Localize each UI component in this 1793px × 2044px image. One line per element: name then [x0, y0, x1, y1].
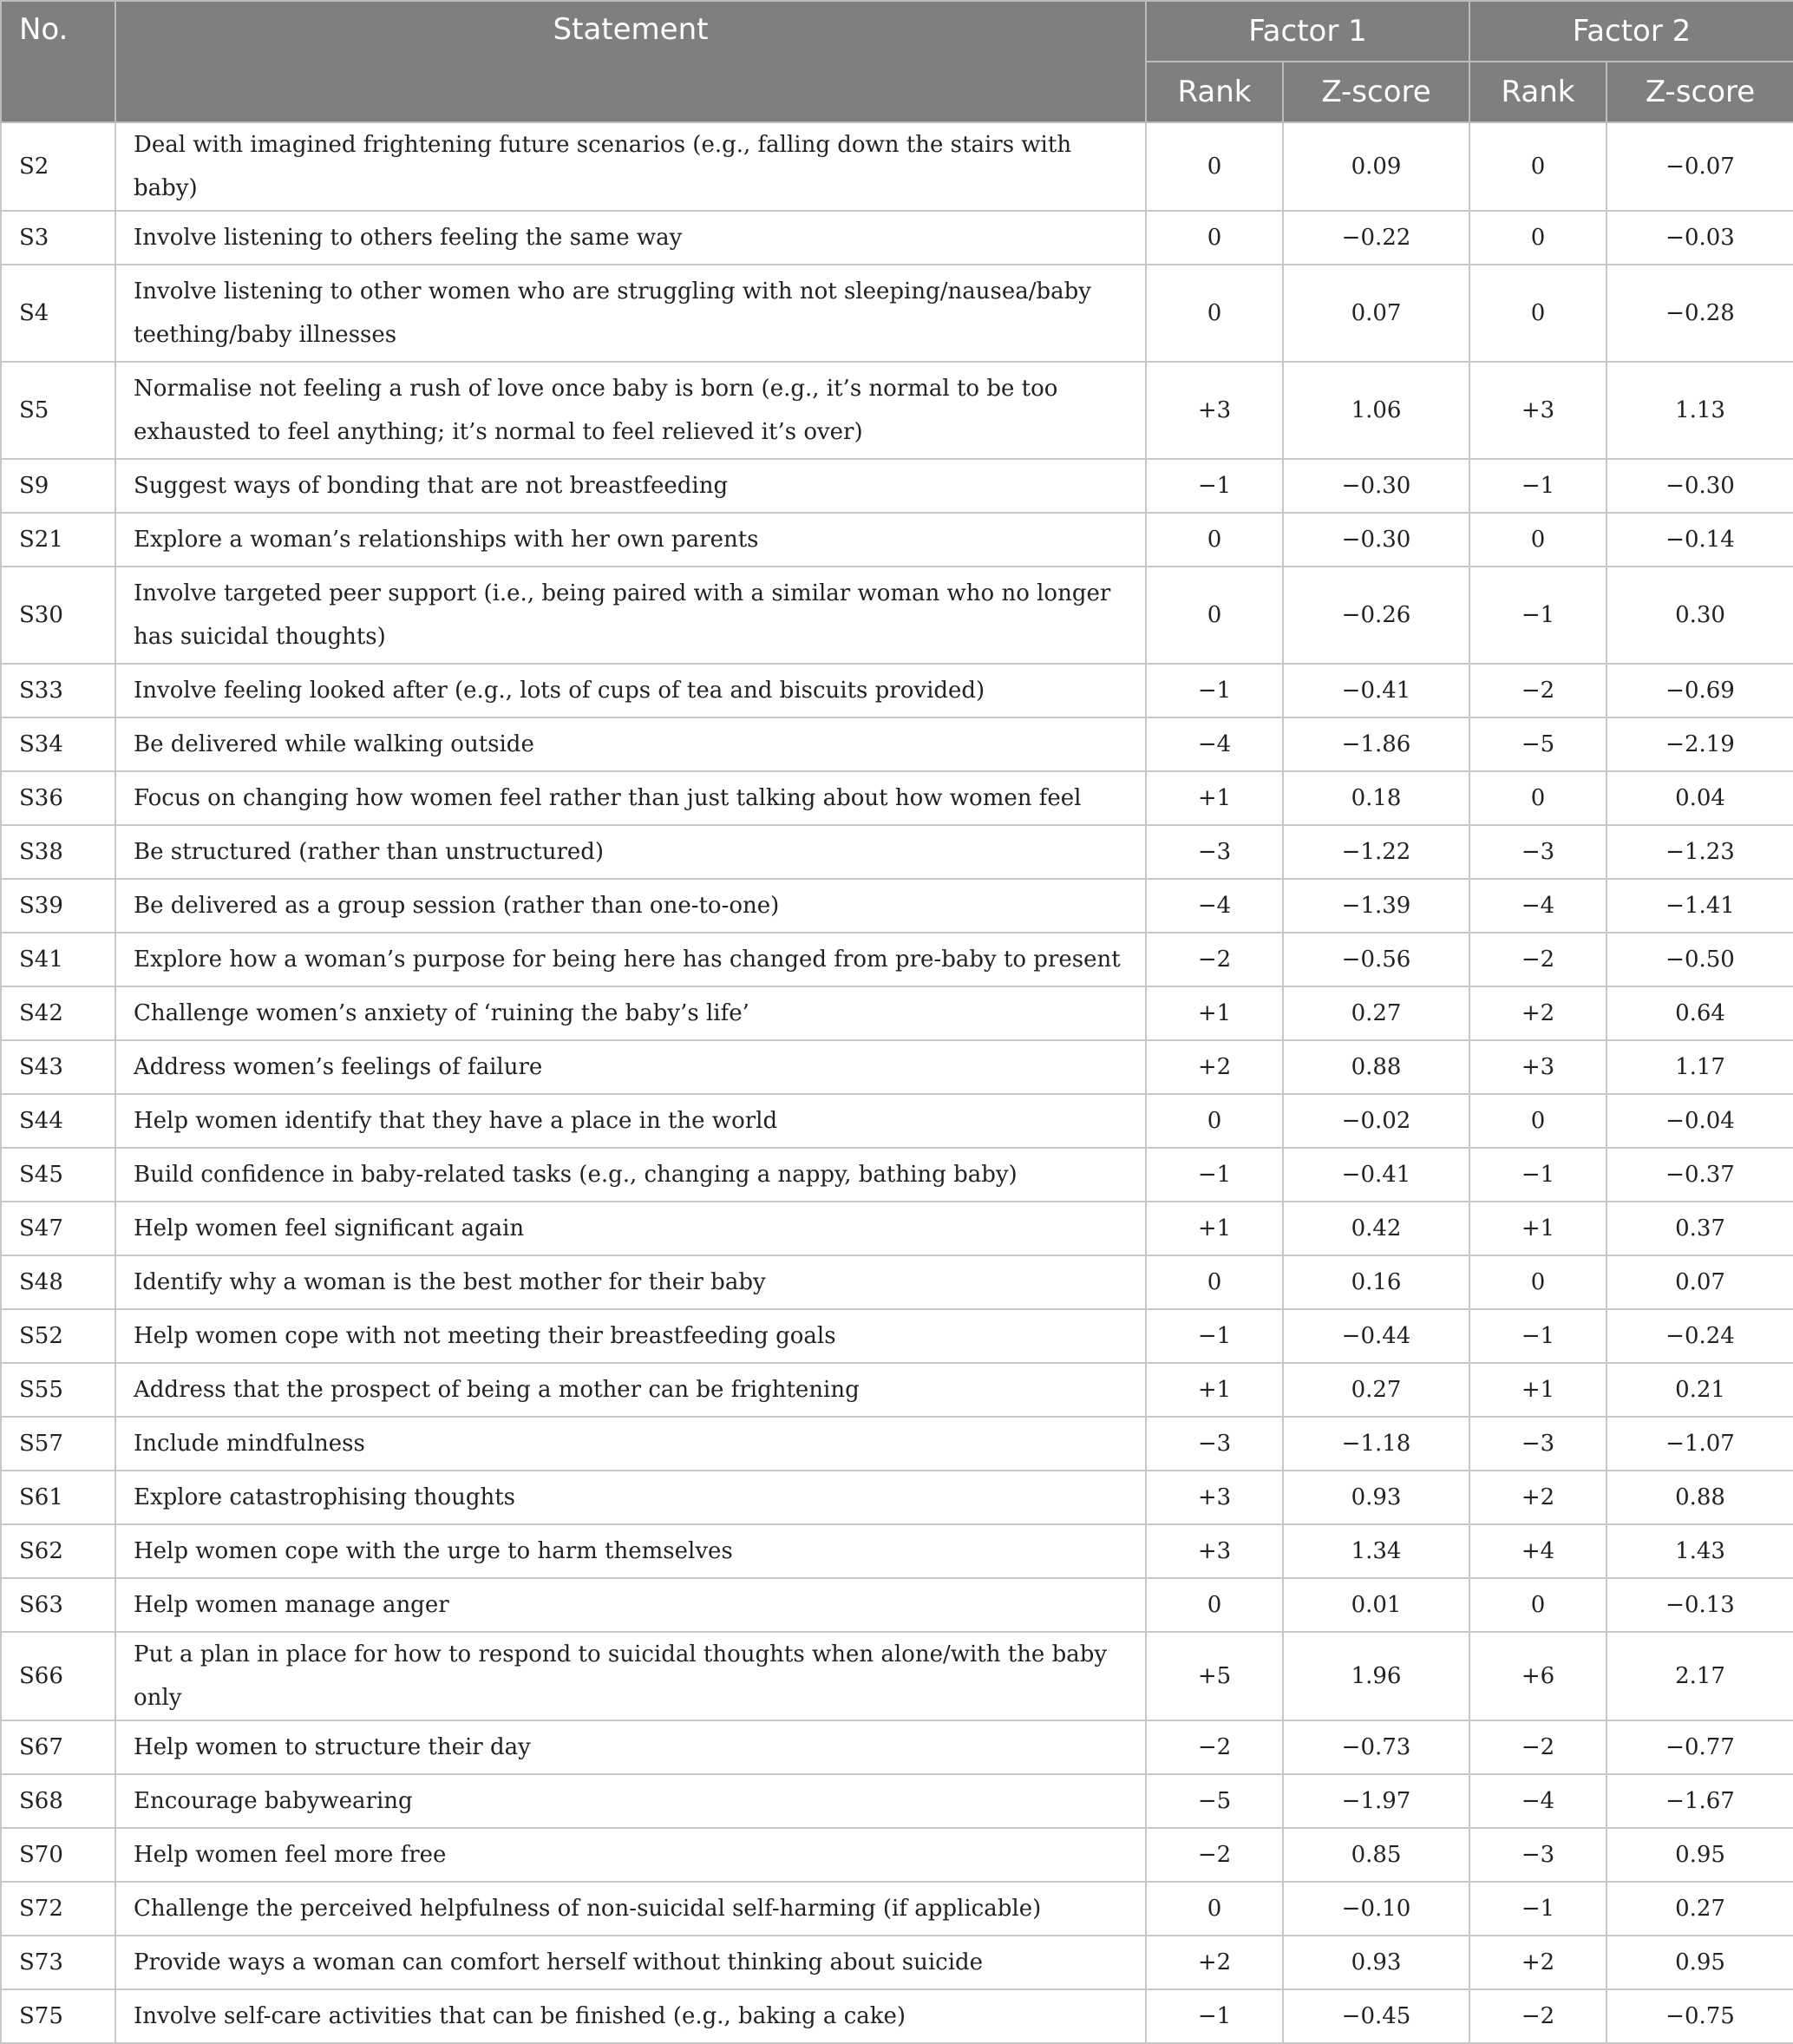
table-header — [1, 1, 1793, 122]
factor-1-zscore: 0.42 — [1283, 1202, 1469, 1255]
factor-1-zscore: −0.10 — [1283, 1882, 1469, 1936]
row-number: S43 — [1, 1040, 115, 1094]
factor-1-rank: +3 — [1146, 1524, 1283, 1578]
factor-1-zscore: 0.01 — [1283, 1578, 1469, 1632]
factor-2-zscore: −1.07 — [1607, 1417, 1793, 1471]
factor-1-rank: −3 — [1146, 1417, 1283, 1471]
row-number: S38 — [1, 825, 115, 879]
factor-2-rank: −1 — [1469, 1148, 1607, 1202]
factor-2-rank: +4 — [1469, 1524, 1607, 1578]
factor-1-zscore: 0.27 — [1283, 1363, 1469, 1417]
row-statement: Include mindfulness — [115, 1417, 1146, 1471]
factor-2-rank: +1 — [1469, 1202, 1607, 1255]
factor-2-rank: +1 — [1469, 1363, 1607, 1417]
factor-1-zscore: −0.44 — [1283, 1309, 1469, 1363]
row-statement: Explore how a woman’s purpose for being here has changed from pre-baby to present — [115, 933, 1146, 986]
factor-1-rank: 0 — [1146, 1578, 1283, 1632]
factor-2-rank: −4 — [1469, 879, 1607, 933]
factor-2-zscore: −0.03 — [1607, 211, 1793, 265]
factor-1-rank: 0 — [1146, 265, 1283, 362]
row-number: S44 — [1, 1094, 115, 1148]
factor-1-rank: −3 — [1146, 825, 1283, 879]
factor-1-zscore: 1.96 — [1283, 1632, 1469, 1720]
row-number: S42 — [1, 986, 115, 1040]
row-statement: Be delivered while walking outside — [115, 717, 1146, 771]
factor-1-zscore: −1.18 — [1283, 1417, 1469, 1471]
row-statement: Help women feel significant again — [115, 1202, 1146, 1255]
factor-2-zscore: −1.23 — [1607, 825, 1793, 879]
factor-1-rank: +5 — [1146, 1632, 1283, 1720]
factor-2-rank: −2 — [1469, 664, 1607, 717]
factor-1-rank: −4 — [1146, 717, 1283, 771]
factor-2-rank: −3 — [1469, 825, 1607, 879]
row-number: S57 — [1, 1417, 115, 1471]
table-row — [1, 825, 1793, 879]
factor-2-zscore: 0.21 — [1607, 1363, 1793, 1417]
table-row — [1, 771, 1793, 825]
row-statement: Be delivered as a group session (rather than one-to-one) — [115, 879, 1146, 933]
table-row — [1, 1202, 1793, 1255]
table-row — [1, 717, 1793, 771]
factor-2-zscore: −2.19 — [1607, 717, 1793, 771]
factor-1-zscore: −0.22 — [1283, 211, 1469, 265]
factor-2-zscore: −0.37 — [1607, 1148, 1793, 1202]
table-row — [1, 1524, 1793, 1578]
table-row — [1, 1309, 1793, 1363]
row-number: S33 — [1, 664, 115, 717]
row-number: S61 — [1, 1471, 115, 1524]
factor-1-rank: 0 — [1146, 513, 1283, 567]
factor-2-zscore: 1.13 — [1607, 362, 1793, 459]
factor-2-rank: 0 — [1469, 211, 1607, 265]
table-row — [1, 211, 1793, 265]
row-statement: Encourage babywearing — [115, 1774, 1146, 1828]
table-row — [1, 1989, 1793, 2043]
factor-2-rank: 0 — [1469, 1578, 1607, 1632]
row-number: S41 — [1, 933, 115, 986]
row-number: S62 — [1, 1524, 115, 1578]
table-body — [1, 122, 1793, 2043]
header-factor-2-rank: Rank — [1469, 62, 1607, 122]
factor-2-zscore: 0.37 — [1607, 1202, 1793, 1255]
row-statement: Help women cope with the urge to harm themselves — [115, 1524, 1146, 1578]
factor-1-rank: +1 — [1146, 986, 1283, 1040]
factor-1-rank: −2 — [1146, 933, 1283, 986]
factor-2-zscore: −0.13 — [1607, 1578, 1793, 1632]
row-statement: Help women identify that they have a place in the world — [115, 1094, 1146, 1148]
factor-2-rank: +2 — [1469, 1471, 1607, 1524]
factor-2-zscore: −1.41 — [1607, 879, 1793, 933]
factor-2-rank: +3 — [1469, 1040, 1607, 1094]
row-statement: Normalise not feeling a rush of love once baby is born (e.g., it’s normal to be too exhausted to feel anything; it’s normal to feel relieved it’s over) — [115, 362, 1146, 459]
factor-1-zscore: −0.02 — [1283, 1094, 1469, 1148]
factor-1-rank: +3 — [1146, 362, 1283, 459]
factor-2-rank: −2 — [1469, 1720, 1607, 1774]
factor-1-rank: 0 — [1146, 567, 1283, 664]
factor-2-rank: −1 — [1469, 1882, 1607, 1936]
factor-1-zscore: 0.16 — [1283, 1255, 1469, 1309]
factor-1-zscore: 0.18 — [1283, 771, 1469, 825]
factor-2-zscore: 0.30 — [1607, 567, 1793, 664]
header-factor-1-zscore: Z-score — [1283, 62, 1469, 122]
factor-2-zscore: 0.95 — [1607, 1936, 1793, 1989]
factor-1-rank: 0 — [1146, 1094, 1283, 1148]
factor-1-rank: +1 — [1146, 771, 1283, 825]
row-number: S55 — [1, 1363, 115, 1417]
factor-2-rank: 0 — [1469, 1094, 1607, 1148]
factor-1-rank: −2 — [1146, 1720, 1283, 1774]
factor-2-rank: −3 — [1469, 1417, 1607, 1471]
row-statement: Help women to structure their day — [115, 1720, 1146, 1774]
factor-1-zscore: −0.56 — [1283, 933, 1469, 986]
table-row — [1, 986, 1793, 1040]
factor-1-zscore: −0.45 — [1283, 1989, 1469, 2043]
table-row — [1, 265, 1793, 362]
row-number: S63 — [1, 1578, 115, 1632]
factor-1-rank: −1 — [1146, 459, 1283, 513]
row-number: S34 — [1, 717, 115, 771]
factor-1-rank: −2 — [1146, 1828, 1283, 1882]
row-number: S73 — [1, 1936, 115, 1989]
table-row — [1, 1040, 1793, 1094]
table-row — [1, 933, 1793, 986]
factor-2-zscore: −0.30 — [1607, 459, 1793, 513]
row-statement: Challenge the perceived helpfulness of non-suicidal self-harming (if applicable) — [115, 1882, 1146, 1936]
factor-2-rank: −4 — [1469, 1774, 1607, 1828]
row-statement: Address women’s feelings of failure — [115, 1040, 1146, 1094]
factor-2-zscore: −0.24 — [1607, 1309, 1793, 1363]
factor-1-zscore: 0.93 — [1283, 1471, 1469, 1524]
factor-1-rank: −1 — [1146, 1309, 1283, 1363]
factor-1-zscore: −0.26 — [1283, 567, 1469, 664]
factor-2-rank: +3 — [1469, 362, 1607, 459]
factor-1-rank: 0 — [1146, 211, 1283, 265]
factor-2-rank: −3 — [1469, 1828, 1607, 1882]
factor-2-rank: −1 — [1469, 567, 1607, 664]
table-row — [1, 664, 1793, 717]
factor-2-rank: −1 — [1469, 1309, 1607, 1363]
row-number: S47 — [1, 1202, 115, 1255]
factor-1-zscore: −0.41 — [1283, 1148, 1469, 1202]
row-statement: Deal with imagined frightening future scenarios (e.g., falling down the stairs with baby) — [115, 122, 1146, 211]
factor-1-zscore: 0.07 — [1283, 265, 1469, 362]
row-number: S52 — [1, 1309, 115, 1363]
row-statement: Help women feel more free — [115, 1828, 1146, 1882]
factor-2-zscore: 1.17 — [1607, 1040, 1793, 1094]
factor-2-zscore: −0.50 — [1607, 933, 1793, 986]
row-statement: Identify why a woman is the best mother for their baby — [115, 1255, 1146, 1309]
factor-1-zscore: 0.27 — [1283, 986, 1469, 1040]
table-row — [1, 1255, 1793, 1309]
factor-2-rank: 0 — [1469, 513, 1607, 567]
factor-2-zscore: 0.27 — [1607, 1882, 1793, 1936]
row-statement: Help women manage anger — [115, 1578, 1146, 1632]
factor-1-rank: +1 — [1146, 1363, 1283, 1417]
factor-2-zscore: 1.43 — [1607, 1524, 1793, 1578]
factor-1-zscore: −0.30 — [1283, 513, 1469, 567]
row-number: S45 — [1, 1148, 115, 1202]
table-row — [1, 1774, 1793, 1828]
factor-1-zscore: −0.30 — [1283, 459, 1469, 513]
factor-1-rank: −1 — [1146, 664, 1283, 717]
factor-2-rank: 0 — [1469, 122, 1607, 211]
header-no: No. — [1, 1, 115, 122]
factor-2-zscore: −0.77 — [1607, 1720, 1793, 1774]
row-number: S39 — [1, 879, 115, 933]
table-row — [1, 879, 1793, 933]
table-row — [1, 362, 1793, 459]
table-row — [1, 1094, 1793, 1148]
table-row — [1, 1720, 1793, 1774]
factor-2-zscore: −1.67 — [1607, 1774, 1793, 1828]
row-statement: Focus on changing how women feel rather than just talking about how women feel — [115, 771, 1146, 825]
row-number: S67 — [1, 1720, 115, 1774]
factor-1-rank: −1 — [1146, 1148, 1283, 1202]
row-statement: Involve self-care activities that can be finished (e.g., baking a cake) — [115, 1989, 1146, 2043]
row-number: S68 — [1, 1774, 115, 1828]
factor-2-rank: 0 — [1469, 265, 1607, 362]
row-statement: Put a plan in place for how to respond to suicidal thoughts when alone/with the baby only — [115, 1632, 1146, 1720]
row-number: S48 — [1, 1255, 115, 1309]
factor-2-zscore: −0.07 — [1607, 122, 1793, 211]
factor-2-rank: −2 — [1469, 933, 1607, 986]
row-number: S75 — [1, 1989, 115, 2043]
table-row — [1, 459, 1793, 513]
factor-1-zscore: 1.06 — [1283, 362, 1469, 459]
table-row — [1, 1363, 1793, 1417]
row-statement: Help women cope with not meeting their breastfeeding goals — [115, 1309, 1146, 1363]
row-statement: Challenge women’s anxiety of ‘ruining the baby’s life’ — [115, 986, 1146, 1040]
table-row — [1, 1632, 1793, 1720]
row-number: S72 — [1, 1882, 115, 1936]
row-statement: Explore catastrophising thoughts — [115, 1471, 1146, 1524]
factor-2-rank: 0 — [1469, 771, 1607, 825]
table-row — [1, 1417, 1793, 1471]
row-number: S36 — [1, 771, 115, 825]
factor-1-zscore: 1.34 — [1283, 1524, 1469, 1578]
factor-1-zscore: 0.85 — [1283, 1828, 1469, 1882]
factor-2-rank: −2 — [1469, 1989, 1607, 2043]
factor-1-zscore: −1.97 — [1283, 1774, 1469, 1828]
factor-2-zscore: −0.28 — [1607, 265, 1793, 362]
factor-2-rank: −1 — [1469, 459, 1607, 513]
factor-2-zscore: −0.14 — [1607, 513, 1793, 567]
factor-2-zscore: −0.69 — [1607, 664, 1793, 717]
row-statement: Involve listening to others feeling the same way — [115, 211, 1146, 265]
table-row — [1, 513, 1793, 567]
factor-2-zscore: 0.95 — [1607, 1828, 1793, 1882]
factor-2-rank: +6 — [1469, 1632, 1607, 1720]
row-statement: Address that the prospect of being a mother can be frightening — [115, 1363, 1146, 1417]
table-row — [1, 1828, 1793, 1882]
factor-1-rank: +2 — [1146, 1936, 1283, 1989]
factor-2-rank: +2 — [1469, 986, 1607, 1040]
header-factor-2: Factor 2 — [1469, 1, 1793, 62]
row-statement: Involve listening to other women who are struggling with not sleeping/nausea/baby teething/baby illnesses — [115, 265, 1146, 362]
table-row — [1, 567, 1793, 664]
factor-1-zscore: −1.22 — [1283, 825, 1469, 879]
factor-2-zscore: 2.17 — [1607, 1632, 1793, 1720]
table-row — [1, 1578, 1793, 1632]
factor-1-rank: 0 — [1146, 1882, 1283, 1936]
table-row — [1, 122, 1793, 211]
factor-1-zscore: 0.09 — [1283, 122, 1469, 211]
row-number: S3 — [1, 211, 115, 265]
factor-1-rank: −4 — [1146, 879, 1283, 933]
header-statement: Statement — [115, 1, 1146, 122]
factor-2-zscore: 0.88 — [1607, 1471, 1793, 1524]
factor-1-zscore: −1.39 — [1283, 879, 1469, 933]
factor-2-zscore: 0.07 — [1607, 1255, 1793, 1309]
factor-2-rank: 0 — [1469, 1255, 1607, 1309]
row-number: S2 — [1, 122, 115, 211]
row-statement: Be structured (rather than unstructured) — [115, 825, 1146, 879]
factor-2-zscore: 0.64 — [1607, 986, 1793, 1040]
table-row — [1, 1936, 1793, 1989]
table-row — [1, 1882, 1793, 1936]
factor-1-rank: 0 — [1146, 122, 1283, 211]
factor-1-zscore: −1.86 — [1283, 717, 1469, 771]
factor-2-rank: −5 — [1469, 717, 1607, 771]
row-number: S66 — [1, 1632, 115, 1720]
row-number: S70 — [1, 1828, 115, 1882]
factor-1-rank: +2 — [1146, 1040, 1283, 1094]
table-row — [1, 1148, 1793, 1202]
factor-2-zscore: −0.04 — [1607, 1094, 1793, 1148]
factor-1-rank: +1 — [1146, 1202, 1283, 1255]
row-statement: Build confidence in baby-related tasks (e.g., changing a nappy, bathing baby) — [115, 1148, 1146, 1202]
factor-1-rank: −5 — [1146, 1774, 1283, 1828]
table-row — [1, 1471, 1793, 1524]
header-factor-1: Factor 1 — [1146, 1, 1469, 62]
row-statement: Suggest ways of bonding that are not breastfeeding — [115, 459, 1146, 513]
row-statement: Involve targeted peer support (i.e., being paired with a similar woman who no longer has suicidal thoughts) — [115, 567, 1146, 664]
row-number: S30 — [1, 567, 115, 664]
factor-2-zscore: 0.04 — [1607, 771, 1793, 825]
row-statement: Provide ways a woman can comfort herself without thinking about suicide — [115, 1936, 1146, 1989]
factor-1-zscore: 0.93 — [1283, 1936, 1469, 1989]
header-factor-2-zscore: Z-score — [1607, 62, 1793, 122]
factor-1-rank: −1 — [1146, 1989, 1283, 2043]
row-number: S9 — [1, 459, 115, 513]
factor-2-zscore: −0.75 — [1607, 1989, 1793, 2043]
factor-1-zscore: −0.73 — [1283, 1720, 1469, 1774]
factor-2-rank: +2 — [1469, 1936, 1607, 1989]
row-number: S5 — [1, 362, 115, 459]
factor-1-rank: +3 — [1146, 1471, 1283, 1524]
factor-1-rank: 0 — [1146, 1255, 1283, 1309]
row-statement: Involve feeling looked after (e.g., lots of cups of tea and biscuits provided) — [115, 664, 1146, 717]
factor-1-zscore: 0.88 — [1283, 1040, 1469, 1094]
factor-1-zscore: −0.41 — [1283, 664, 1469, 717]
row-number: S21 — [1, 513, 115, 567]
row-number: S4 — [1, 265, 115, 362]
row-statement: Explore a woman’s relationships with her own parents — [115, 513, 1146, 567]
header-factor-1-rank: Rank — [1146, 62, 1283, 122]
